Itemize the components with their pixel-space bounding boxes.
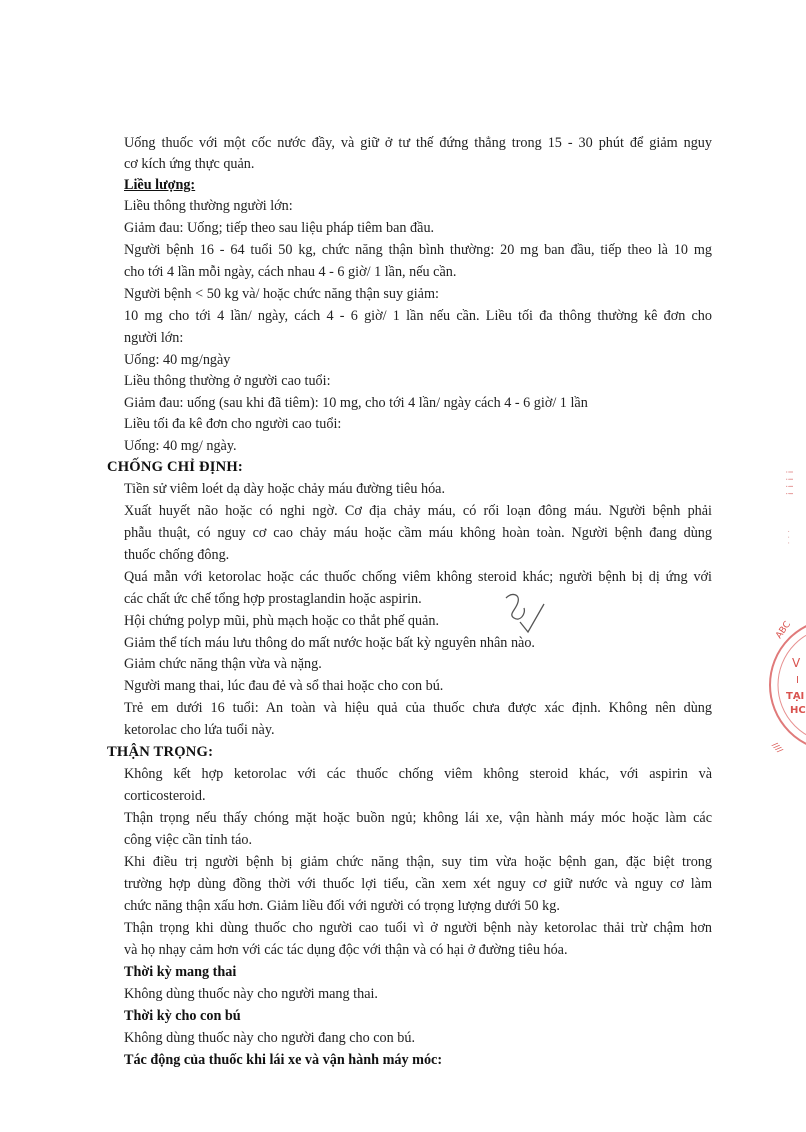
paragraph-line: Không dùng thuốc này cho người mang thai. [124, 986, 378, 1002]
official-stamp [766, 595, 806, 775]
paragraph-line: Người bệnh 16 - 64 tuổi 50 kg, chức năng thận bình thường: 20 mg ban đầu, tiếp theo là 10 mg [124, 242, 712, 258]
subheading-driving: Tác động của thuốc khi lái xe và vận hành máy móc: [124, 1052, 443, 1068]
paragraph-line: Quá mẫn với ketorolac hoặc các thuốc chống viêm không steroid khác; người bệnh bị dị ứng với [124, 569, 712, 585]
paragraph-line: Uống: 40 mg/ngày [124, 352, 231, 368]
paragraph-line: cơ kích ứng thực quản. [124, 156, 255, 172]
paragraph-line: Giảm đau: uống (sau khi đã tiêm): 10 mg, cho tới 4 lần/ ngày cách 4 - 6 giờ/ 1 lần [124, 395, 588, 411]
svg-text:////: //// [770, 740, 785, 755]
paragraph-line: Liều tối đa kê đơn cho người cao tuổi: [124, 416, 342, 432]
paragraph-line: Uống: 40 mg/ ngày. [124, 438, 237, 454]
paragraph-line: công việc cần tỉnh táo. [124, 832, 253, 848]
paragraph-line: 10 mg cho tới 4 lần/ ngày, cách 4 - 6 giờ/ 1 lần nếu cần. Liều tối đa thông thường kê đơn cho [124, 308, 712, 324]
paragraph-line: thuốc chống đông. [124, 547, 230, 563]
paragraph-line: chức năng thận xấu hơn. Giảm liều đối với người có trọng lượng dưới 50 kg. [124, 898, 560, 914]
paragraph-line: trường hợp dùng đồng thời với thuốc lợi tiểu, cần xem xét nguy cơ giữ nước và nguy cơ làm [124, 876, 712, 892]
paragraph-line: và họ nhạy cảm hơn với các tác dụng độc với thận và có hại ở đường tiêu hóa. [124, 942, 568, 958]
svg-text:! ! ! !: ! ! ! ! [783, 470, 794, 496]
paragraph-line: Không kết hợp ketorolac với các thuốc chống viêm không steroid khác, với aspirin và [124, 766, 712, 782]
paragraph-line: Thận trọng khi dùng thuốc cho người cao tuổi vì ở người bệnh này ketorolac thải trừ chậm hơn [124, 920, 712, 936]
svg-text:. . .: . . . [785, 530, 795, 545]
subheading-pregnancy: Thời kỳ mang thai [124, 964, 237, 980]
svg-text:TẠI: TẠI [786, 691, 805, 702]
section-title-dosage: Liều lượng: [124, 177, 196, 193]
paragraph-line: Liều thông thường người lớn: [124, 198, 293, 214]
paragraph-line: Giảm thể tích máu lưu thông do mất nước hoặc bất kỳ nguyên nhân nào. [124, 635, 535, 651]
paragraph-line: ketorolac cho lứa tuổi này. [124, 722, 275, 738]
svg-text:I: I [796, 675, 799, 686]
paragraph-line: phẫu thuật, có nguy cơ cao chảy máu hoặc cầm máu không hoàn toàn. Người bệnh đang dùng [124, 525, 712, 541]
paragraph-line: cho tới 4 lần mỗi ngày, cách nhau 4 - 6 giờ/ 1 lần, nếu cần. [124, 264, 457, 280]
paragraph-line: Liều thông thường ở người cao tuổi: [124, 373, 331, 389]
svg-text:HC: HC [790, 705, 806, 716]
svg-text:V: V [792, 656, 801, 670]
subheading-breastfeeding: Thời kỳ cho con bú [124, 1008, 241, 1024]
paragraph-line: Người bệnh < 50 kg và/ hoặc chức năng thận suy giảm: [124, 286, 439, 302]
section-heading-contraindications: CHỐNG CHỈ ĐỊNH: [107, 459, 243, 475]
signature-mark [500, 588, 548, 636]
paragraph-line: Thận trọng nếu thấy chóng mặt hoặc buồn ngủ; không lái xe, vận hành máy móc hoặc làm các [124, 810, 712, 826]
paragraph-line: Khi điều trị người bệnh bị giảm chức năng thận, suy tim vừa hoặc bệnh gan, đặc biệt trong [124, 854, 712, 870]
paragraph-line: corticosteroid. [124, 788, 206, 804]
section-heading-precautions: THẬN TRỌNG: [107, 744, 214, 760]
paragraph-line: các chất ức chế tổng hợp prostaglandin hoặc aspirin. [124, 591, 422, 607]
paragraph-line: Không dùng thuốc này cho người đang cho con bú. [124, 1030, 416, 1046]
paragraph-line: Tiền sử viêm loét dạ dày hoặc chảy máu đường tiêu hóa. [124, 481, 446, 497]
paragraph-line: Xuất huyết não hoặc có nghi ngờ. Cơ địa chảy máu, có rối loạn đông máu. Người bệnh phải [124, 503, 712, 519]
svg-text:ABC: ABC [774, 619, 794, 641]
paragraph-line: Giảm chức năng thận vừa và nặng. [124, 656, 322, 672]
paragraph-line: Người mang thai, lúc đau đẻ và sổ thai hoặc cho con bú. [124, 678, 444, 694]
paragraph-line: Giảm đau: Uống; tiếp theo sau liệu pháp tiêm ban đầu. [124, 220, 435, 236]
paragraph-line: Hội chứng polyp mũi, phù mạch hoặc co thắt phế quản. [124, 613, 440, 629]
edge-stamp-mark [768, 450, 800, 580]
paragraph-line: Uống thuốc với một cốc nước đầy, và giữ ở tư thế đứng thẳng trong 15 - 30 phút để giảm nguy [124, 135, 712, 151]
paragraph-line: người lớn: [124, 330, 184, 346]
paragraph-line: Trẻ em dưới 16 tuổi: An toàn và hiệu quả của thuốc chưa được xác định. Không nên dùng [124, 700, 712, 716]
